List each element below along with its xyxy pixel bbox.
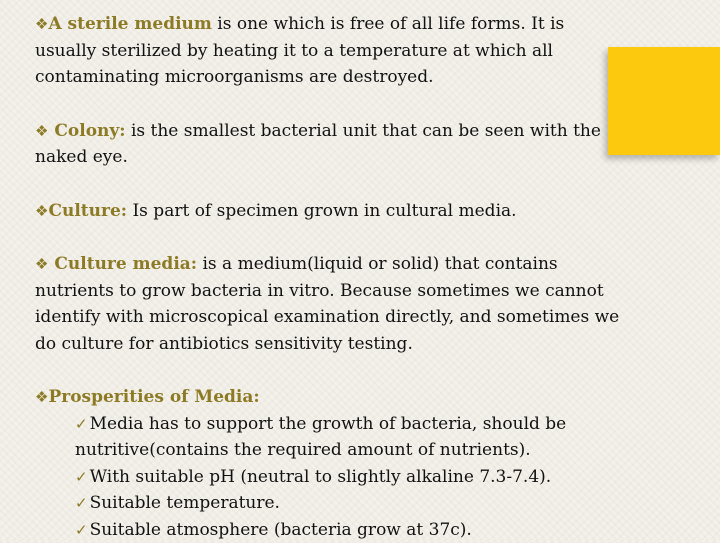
property-item [35,411,625,464]
definition-text: is the smallest bacterial unit that can be seen with the naked eye. [35,121,601,168]
definition-term: A sterile medium [48,14,211,34]
checkmark-icon: ✓ [75,494,88,512]
property-item [35,490,625,517]
definition-colony [35,118,625,171]
diamond-bullet-icon: ❖ [35,15,48,33]
property-text: Media has to support the growth of bacteria, should be nutritive(contains the required amount of nutrients). [75,414,566,461]
checkmark-icon: ✓ [75,415,88,433]
properties-heading [35,384,625,411]
heading-text: Prosperities of Media: [48,387,259,407]
definition-sterile-medium [35,11,625,91]
property-text: Suitable temperature. [90,493,280,513]
property-item [35,517,625,543]
definition-term: Colony: [48,121,125,141]
property-text: Suitable atmosphere (bacteria grow at 37c). [90,520,472,540]
definition-text: Is part of specimen grown in cultural media. [127,201,516,221]
diamond-bullet-icon: ❖ [35,202,48,220]
property-text: With suitable pH (neutral to slightly alkaline 7.3-7.4). [90,467,552,487]
definition-text: is a medium(liquid or solid) that contains nutrients to grow bacteria in vitro. Because sometimes we cannot identify with microscopical examination directly, and sometimes we do culture for antibiotics sensitivity testing. [35,254,619,354]
definition-culture-media [35,251,625,357]
slide-content [35,11,625,543]
diamond-bullet-icon: ❖ [35,255,48,273]
property-item [35,464,625,491]
diamond-bullet-icon: ❖ [35,388,48,406]
checkmark-icon: ✓ [75,521,88,539]
definition-term: Culture: [48,201,127,221]
definition-term: Culture media: [48,254,197,274]
definition-culture [35,198,625,225]
checkmark-icon: ✓ [75,468,88,486]
diamond-bullet-icon: ❖ [35,122,48,140]
definition-text: is one which is free of all life forms. It is usually sterilized by heating it to a temperature at which all contaminating microorganisms are destroyed. [35,14,564,87]
